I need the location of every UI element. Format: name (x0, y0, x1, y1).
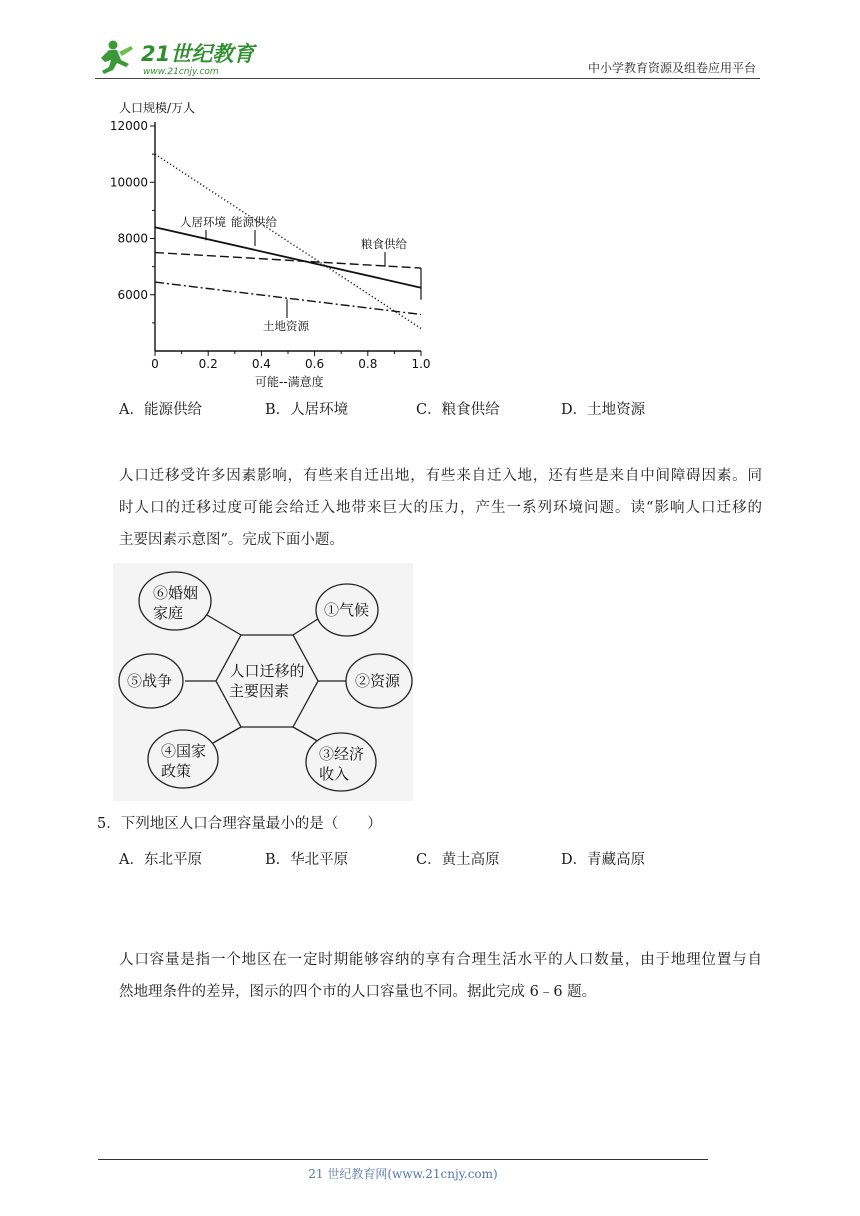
y-tick-label: 12000 (109, 119, 148, 133)
x-tick-label: 0 (151, 357, 159, 371)
factor-label: ①气候 (324, 601, 370, 619)
q4-option-a[interactable]: A．能源供给 (119, 402, 202, 418)
logo-url-text: www.21cnjy.com (143, 67, 219, 77)
factor-label: 家庭 (153, 604, 184, 622)
series-label: 人居环境 (180, 215, 226, 229)
paragraph-line: 然地理条件的差异，图示的四个市的人口容量也不同。据此完成 6﹣6 题。 (119, 984, 597, 1000)
y-tick-label: 6000 (117, 287, 148, 302)
q4-options (119, 398, 739, 420)
x-tick-label: 0.2 (198, 357, 218, 371)
x-tick-label: 0.4 (251, 357, 271, 371)
center-label-line2: 主要因素 (228, 682, 290, 700)
q5-option-a[interactable]: A．东北平原 (119, 852, 202, 868)
q5-options (119, 848, 739, 870)
factor-label: ②资源 (355, 672, 401, 690)
series-line (155, 253, 421, 268)
q5-option-d[interactable]: D．青藏高原 (561, 852, 646, 868)
y-axis-title: 人口规模/万人 (119, 101, 196, 115)
series-label: 粮食供给 (361, 237, 407, 251)
factor-label: ⑤战争 (127, 672, 173, 690)
header-platform-text: 中小学教育资源及组卷应用平台 (587, 61, 756, 75)
population-chart (105, 96, 445, 392)
paragraph-line: 人口迁移受许多因素影响，有些来自迁出地，有些来自迁入地，还有些是来自中间障碍因素。同 (119, 468, 762, 484)
paragraph-line: 人口容量是指一个地区在一定时期能够容纳的享有合理生活水平的人口数量，由于地理位置与自 (119, 952, 762, 968)
center-label-line1: 人口迁移的 (229, 662, 305, 680)
y-tick-label: 10000 (109, 175, 148, 190)
series-label: 土地资源 (263, 319, 309, 333)
q4-option-b[interactable]: B．人居环境 (265, 402, 349, 418)
migration-factors-diagram (113, 563, 413, 801)
factor-label: 收入 (319, 765, 350, 783)
q4-option-d[interactable]: D．土地资源 (561, 402, 646, 418)
factor-label: 政策 (161, 762, 192, 780)
factor-label: ⑥婚姻 (153, 584, 199, 602)
x-tick-label: 0.8 (358, 357, 378, 371)
site-logo (95, 36, 265, 80)
factor-label: ③经济 (319, 745, 365, 763)
q5-option-b[interactable]: B．华北平原 (265, 852, 349, 868)
q5-option-c[interactable]: C．黄土高原 (416, 852, 500, 868)
paragraph-line: 主要因素示意图”。完成下面小题。 (119, 532, 344, 548)
logo-main-text: 21世纪教育 (141, 42, 255, 66)
runner-icon (101, 41, 133, 75)
factor-label: ④国家 (161, 742, 207, 760)
migration-intro-paragraph (119, 460, 762, 556)
x-axis-title: 可能--满意度 (255, 375, 324, 389)
x-tick-label: 1.0 (411, 357, 431, 371)
question-5-stem: 5．下列地区人口合理容量最小的是（ ） (97, 816, 382, 832)
paragraph-line: 时人口的迁移过度可能会给迁入地带来巨大的压力，产生一系列环境问题。读“影响人口迁移的 (119, 500, 762, 516)
series-line (155, 282, 421, 314)
q4-option-c[interactable]: C．粮食供给 (416, 402, 500, 418)
header-divider (95, 78, 760, 79)
footer-text: 21 世纪教育网(www.21cnjy.com) (308, 1167, 498, 1181)
y-tick-label: 8000 (117, 231, 148, 246)
footer-divider (98, 1159, 708, 1160)
series-label: 能源供给 (231, 215, 277, 229)
x-tick-label: 0.6 (305, 357, 325, 371)
capacity-intro-paragraph (119, 944, 762, 1008)
